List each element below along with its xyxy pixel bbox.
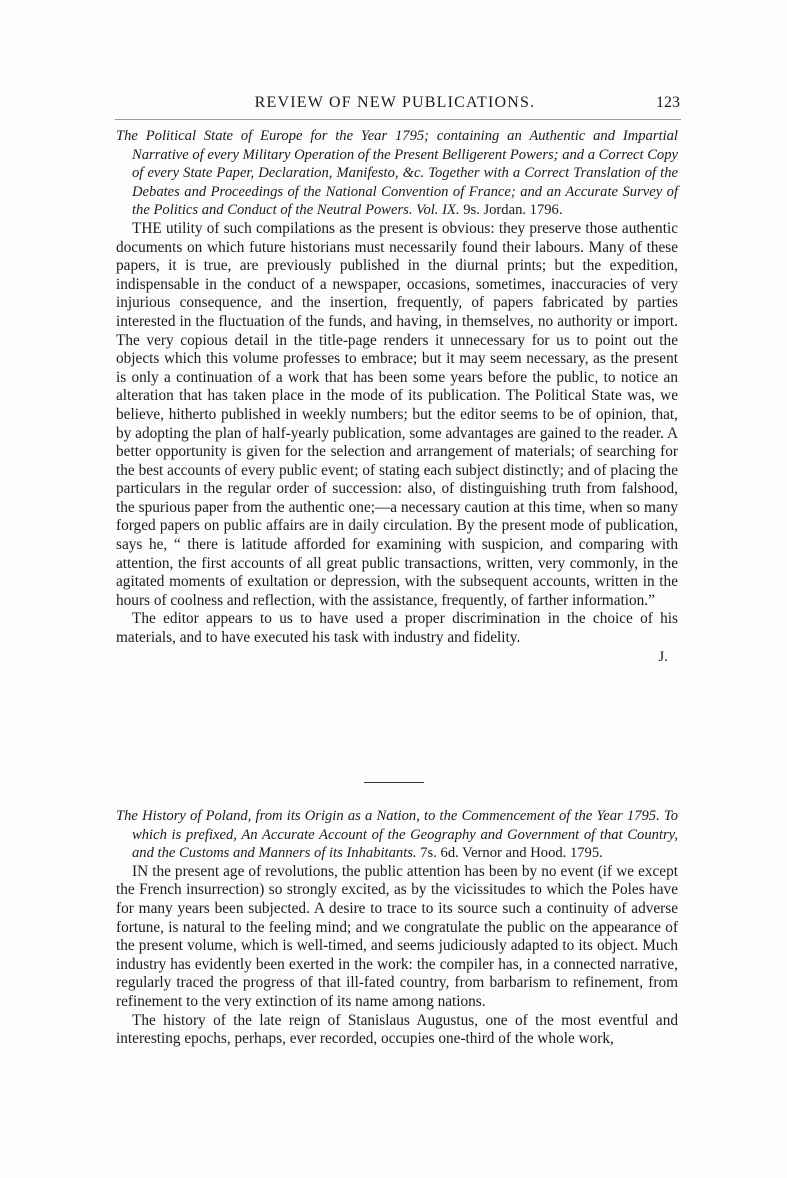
review-title-text: The Political State of Europe for the Year 1795; containing an Authentic and Impartial Narrative of every Military Operation of the Present Belligerent Powers; and a Correct Copy of every State Paper, Declaration, Manifesto, &c. Together with a Correct Translation of the Debates and Proceedings of the National Convention of France; and an Accurate Survey of the Politics and Conduct of the Neutral Powers. Vol. IX. (116, 128, 678, 219)
header-rule (115, 119, 681, 120)
review-imprint: 9s. Jordan. 1796. (463, 202, 563, 219)
review-history-of-poland (116, 807, 678, 1049)
review-paragraph: THE utility of such compilations as the present is obvious: they preserve those authentic documents on which future historians must necessarily found their labours. Many of these papers, it is true, are previously published in the diurnal prints; but the expedition, indispensable in the conduct of a newspaper, occasions, sometimes, inaccuracies of very injurious consequence, and the insertion, frequently, of papers fabricated by parties interested in the fluctuation of the funds, and having, in themselves, no authority or import. The very copious detail in the title-page renders it unnecessary for us to point out the objects which this volume professes to embrace; but it may seem necessary, as the present is only a continuation of a work that has been some years before the public, to notice an alteration that has taken place in the mode of its publication. The Political State was, we believe, hitherto published in weekly numbers; but the editor seems to be of opinion, that, by adopting the plan of half-yearly publication, some advantages are gained to the reader. A better opportunity is given for the selection and arrangement of materials; of searching for the best accounts of every public event; of stating each subject distinctly; and of placing the particulars in the regular order of succession: also, of distinguishing truth from falshood, the spurious paper from the authentic one;—a necessary caution at this time, when so many forged papers on public affairs are in daily circulation. By the present mode of publication, says he, “ there is latitude afforded for examining with suspicion, and comparing with attention, the first accounts of all great public transactions, written, very commonly, in the agitated moments of exultation or depression, with the subsequent accounts, written in the hours of coolness and reflection, with the assistance, frequently, of farther information.” (116, 219, 678, 609)
page-number: 123 (656, 94, 680, 111)
review-political-state (116, 127, 678, 666)
review-paragraph: The editor appears to us to have used a proper discrimination in the choice of his materials, and to have executed his task with industry and fidelity. (116, 610, 678, 647)
review-title (116, 807, 678, 863)
reviewer-signature: J. (658, 648, 668, 665)
review-title (116, 127, 678, 220)
review-title-text: The History of Poland, from its Origin as a Nation, to the Commencement of the Year 1795. To which is prefixed, An Accurate Account of the Geography and Government of that Country, and the Customs and Manners of its Inhabitants. (116, 808, 678, 862)
running-head (110, 94, 680, 116)
review-paragraph: IN the present age of revolutions, the public attention has been by no event (if we except the French insurrection) so strongly excited, as by the vicissitudes to which the Poles have for many years been subjected. A desire to trace to its source such a continuity of adverse fortune, is natural to the feeling mind; and we congratulate the public on the appearance of the present volume, which is well-timed, and seems judiciously adapted to its object. Much industry has evidently been exerted in the work: the compiler has, in a connected narrative, regularly traced the progress of that ill-fated country, from barbarism to refinement, from refinement to the very extinction of its name among nations. (116, 862, 678, 1010)
section-divider (364, 782, 424, 783)
review-paragraph: The history of the late reign of Stanislaus Augustus, one of the most eventful and interesting epochs, perhaps, ever recorded, occupies one-third of the whole work, (116, 1011, 678, 1048)
running-title: REVIEW OF NEW PUBLICATIONS. (254, 94, 536, 111)
review-imprint: 7s. 6d. Vernor and Hood. 1795. (420, 845, 603, 862)
